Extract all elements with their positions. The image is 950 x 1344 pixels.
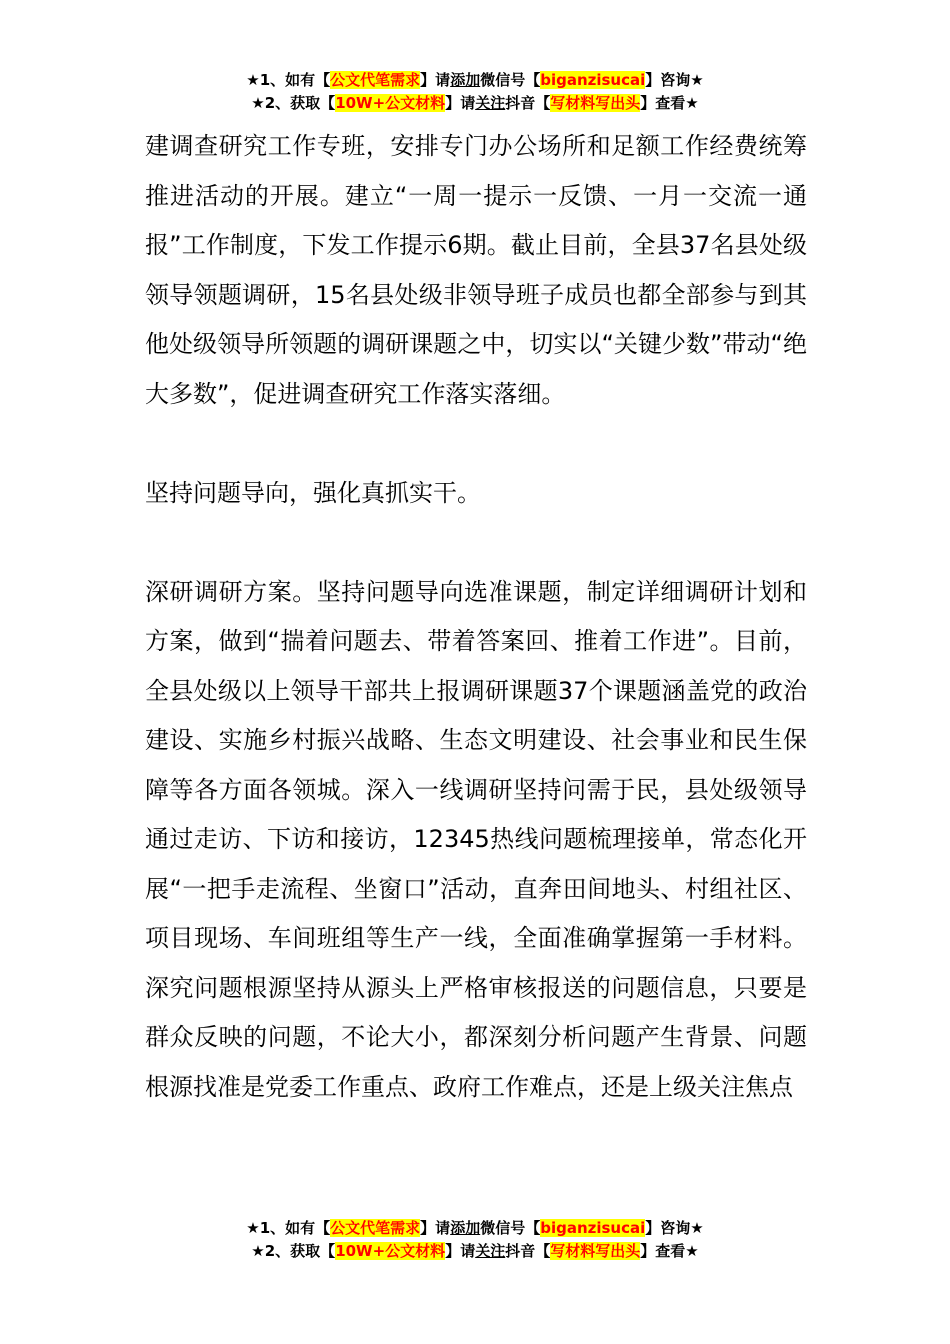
paragraph-3: 深研调研方案。坚持问题导向选准课题，制定详细调研计划和方案，做到“揣着问题去、带着答案回、推着工作进”。目前，全县处级以上领导干部共上报调研课题37个课题涵盖党的政治建设、实施乡村振兴战略、生态文明建设、社会事业和民生保障等各方面各领城。深入一线调研坚持问需于民，县处级领导通过走访、下访和接访，12345热线问题梳理接单，常态化开展“一把手走流程、坐窗口”活动，直奔田间地头、村组社区、项目现场、车间班组等生产一线，全面准确掌握第一手材料。深究问题根源坚持从源头上严格审核报送的问题信息，只要是群众反映的问题，不论大小，都深刻分析问题产生背景、问题根源找准是党委工作重点、政府工作难点，还是上级关注焦点: [145, 577, 807, 1101]
highlight-wechat-id: biganzisucai: [540, 1219, 646, 1237]
banner-text: 】咨询★: [645, 1219, 704, 1237]
header-banner: [0, 69, 950, 115]
paragraph-1: 建调查研究工作专班，安排专门办公场所和足额工作经费统筹推进活动的开展。建立“一周一提示一反馈、一月一交流一通报”工作制度，下发工作提示6期。截止目前，全县37名县处级领导领题调研，15名县处级非领导班子成员也都全部参与到其他处级领导所领题的调研课题之中，切实以“关键少数”带动“绝大多数”，促进调查研究工作落实落细。: [145, 132, 807, 408]
banner-line-1: [0, 69, 950, 92]
banner-text: 微信号【: [480, 71, 541, 89]
banner-text: 】查看★: [640, 1242, 699, 1260]
banner-text: 微信号【: [480, 1219, 541, 1237]
banner-text: 抖音【: [505, 94, 551, 112]
highlight-wechat-id: biganzisucai: [540, 71, 646, 89]
banner-text-underlined: 关注: [475, 1242, 506, 1260]
banner-text: ★1、如有【: [246, 71, 331, 89]
banner-text: 】请: [445, 94, 476, 112]
document-body: [145, 122, 807, 1112]
banner-text-underlined: 添加: [450, 71, 481, 89]
highlight-service: 公文代笔需求: [330, 71, 421, 89]
paragraph-heading: 坚持问题导向，强化真抓实干。: [145, 478, 481, 507]
banner-text: 】请: [445, 1242, 476, 1260]
banner-text: 抖音【: [505, 1242, 551, 1260]
banner-text: ★2、获取【: [251, 94, 336, 112]
banner-line-2: [0, 92, 950, 115]
banner-text: 】请: [420, 1219, 451, 1237]
footer-banner: [0, 1217, 950, 1263]
banner-text: ★2、获取【: [251, 1242, 336, 1260]
highlight-materials: 10W+公文材料: [335, 94, 446, 112]
highlight-douyin-account: 写材料写出头: [550, 1242, 641, 1260]
banner-text: 】请: [420, 71, 451, 89]
highlight-materials: 10W+公文材料: [335, 1242, 446, 1260]
banner-text: 】咨询★: [645, 71, 704, 89]
banner-line-1: [0, 1217, 950, 1240]
banner-text: ★1、如有【: [246, 1219, 331, 1237]
banner-text: 】查看★: [640, 94, 699, 112]
banner-line-2: [0, 1240, 950, 1263]
banner-text-underlined: 关注: [475, 94, 506, 112]
banner-text-underlined: 添加: [450, 1219, 481, 1237]
highlight-service: 公文代笔需求: [330, 1219, 421, 1237]
highlight-douyin-account: 写材料写出头: [550, 94, 641, 112]
